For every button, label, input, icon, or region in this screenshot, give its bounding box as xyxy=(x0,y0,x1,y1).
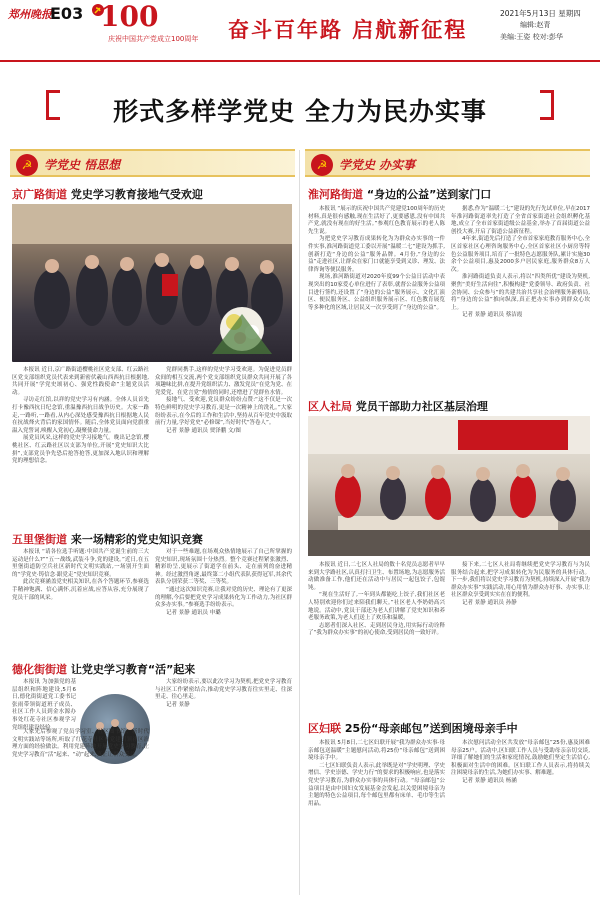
article-location: 淮河路街道 xyxy=(308,188,363,201)
article-location: 京广路街道 xyxy=(12,188,67,201)
article-body-col2: 对于一些难题,在场观众热情地展示了自己所掌握的党史知识,现场氛围十分热烈。整个竞赛过程紧张激烈、精彩纷呈,更展示了街道学在前头、走在前列的奋进精神。经过激烈角逐,最终第二小组代表队获得冠军,其余代表队分别荣获二等奖、三等奖。 “通过这次知识竞赛,让我对党的历史、理论有了更深的理解,今后要把党史学习成果转化为工作动力,为社区群众多办实事。”参赛选手纷纷表示。 记者 景静 通讯员 申璐 xyxy=(155,549,292,616)
article-heading xyxy=(12,661,195,677)
article-credit: 记者 景静 xyxy=(166,701,190,708)
hammer-sickle-icon: ☭ xyxy=(311,154,333,176)
article-body-col2: 大家纷纷表示,要以此次学习为契机,把党史学习教育与社区工作紧密结合,推动党史学习教育往实里走、往深里走、往心里走。 记者 景静 xyxy=(155,679,292,708)
page-number: E03 xyxy=(50,4,84,23)
article-heading xyxy=(308,398,488,414)
article-body-col2: 接下来,二七区人社局将继续把党史学习教育与为民服务结合起来,把学习成果转化为为民服务的具体行动。下一步,我们将以党史学习教育为契机,持续深入开展“我为群众办实事”实践活动,用心用情为群众办好事、办实事,让社区群众享受到实实在在的便利。 记者 景静 通讯员 孙静 xyxy=(451,562,590,606)
article-body-col2: 本次慰问活动全区共发放“母亲邮包”25份,惠及困难母亲25户。活动中,区妇联工作人员与受助母亲亲切交谈,详细了解她们的生活和家庭情况,鼓励她们坚定生活信心,积极面对生活中的困难。区妇联工作人员表示,将持续关注困境母亲的生活,为她们办实事、解难题。 记者 景静 通讯员 杨涵 xyxy=(451,740,590,784)
article-heading xyxy=(12,531,203,547)
article-credit: 记者 景静 通讯员 孙静 xyxy=(462,599,517,606)
article-body-col1: 本报讯 5月8日,二七区妇联开展“我为群众办实事·母亲邮包送温暖”主题慰问活动,将25份“母亲邮包”送到困境母亲手中。 二七区妇联负责人表示,此举既是对“学史明理、学史增信、学史崇德、学史力行”的要求的积极响应,也是落实党史学习教育,为群众办实事的具体行动。“母亲邮包”公益项目是由中国妇女发展基金会发起,以关爱困境母亲为主题的特色公益项目,每个邮包里都有床单、毛巾等生活用品。 xyxy=(308,740,445,807)
article-heading xyxy=(12,186,203,202)
article-photo-memorial-visit xyxy=(12,204,292,362)
article-credit: 记者 景静 通讯员 蔡洁霞 xyxy=(462,312,523,319)
article-heading xyxy=(308,186,491,202)
article-heading xyxy=(308,720,518,736)
designer-credit: 美编:王姿 校对:彭华 xyxy=(500,33,563,41)
article-location: 区妇联 xyxy=(308,722,341,735)
issue-date: 2021年5月13日 星期四 xyxy=(500,9,581,18)
editor-credit: 编辑:赵青 xyxy=(520,21,551,29)
article-body-col2: 党群同携手,这样的党史学习受欢迎。为促进党员群众间的相互交流,两个党支部组织党员群众共同开展了各项趣味比拼,在提升党组织活力、激发党员“在党为党、在党爱党、在党言党”热情的同时,还增进了党群鱼水情。 接地气、受欢迎,党员群众纷纷点赞:“这不仅是一次特色鲜明的党史学习教育,更是一次精神上的洗礼。”大家纷纷表示,在今后的工作和生活中,坚持从百年党史中汲取前行力量,学好党史“必修课”,当好时代“答卷人”。 记者 景静 通讯员 贾泽鹏 文/图 xyxy=(155,367,292,434)
header-slogan: 奋斗百年路 启航新征程 xyxy=(228,17,468,42)
article-title: 让党史学习教育“活”起来 xyxy=(70,663,196,676)
article-location: 德化街街道 xyxy=(12,663,67,676)
article-title: 党员干部助力社区基层治理 xyxy=(355,400,488,413)
centennial-caption: 庆祝中国共产党成立100周年 xyxy=(108,35,199,43)
article-credit: 记者 景静 通讯员 贾泽鹏 文/图 xyxy=(166,427,241,434)
left-banner-label: 学党史 悟思想 xyxy=(44,158,121,172)
article-location: 五里堡街道 xyxy=(12,533,67,546)
article-body-col1: 本报讯 “请各位选手听题:中国共产党诞生前的三大运动是什么?”“五一战线,武装斗争,党的建设。”近日,在五里堡街道防空兵社区新时代文明实践站,一场别开生面的“学党史·铸信念·跟党走”党史知识竞赛。 此次竞赛涵盖党史相关知识,在各个答题环节,参赛选手精神饱满、信心满怀,沉着应战,应答从容,充分展现了党员干部的风采。 xyxy=(12,549,149,601)
newspaper-name: 郑州晚报 xyxy=(8,8,52,21)
article-location: 区人社局 xyxy=(308,400,352,413)
article-title: “身边的公益”送到家门口 xyxy=(366,188,492,201)
article-body-col1: 本报讯 “展示的庆祝中国共产党建党100周年的历史材料,真是很有感触,现在生活好了,更要感恩,没有中国共产党,就没有现在的好生活。”参观红色教育展示的老人陈先生说。 为把党史学习教育成果转化为为群众办实事的一件件实事,淮河路街道党工委以开展“温暖二七”建设为抓手,创新打造“身边的公益”服务品牌。4月份,“身边的公益”走进社区,让群众在家门口就能享受到义诊、理发、法律咨询等便民服务。 现场,淮河路街道对2020年度99个公益日活动中表现突出的10家爱心单位进行了表彰,就督公益服务公益项目进行签约,还设置了“身边的公益”服务展示、文化汇演区、便民服务区、公益组织服务展示区、红色教育展览等多种化的区域,让居民又一次享受到了“身边的公益”。 xyxy=(308,206,445,311)
title-bracket-right xyxy=(540,90,554,120)
article-body-col1: 本报讯 近日,二七区人社局的数十名党员志愿者早早来到大学路社区,认真打扫卫生、布置场地,为志愿服务活动做准备工作,他们还在活动中与居民一起包饺子,包馄饨。 “现在生活好了,一年到头都能吃上饺子,我们社区老人特别欢迎你们过来陪我们聊天。”社区老人李奶奶高兴地说。活动中,党员干部还为老人们讲解了党史知识和养老服务政策,为老人们送上了欢乐和温暖。 志愿者们深入社区、走到居民身边,用实际行动诠释了“我为群众办实事”的初心使命,受到居民的一致好评。 xyxy=(308,562,445,637)
article-title: 25份“母亲邮包”送到困境母亲手中 xyxy=(344,722,518,735)
article-body-col2: 据悉,作为“温暖二七”建设的先行先试单位,早在2017年淮河路街道率先打造了全省首家街道社会组织孵化基地,成立了全市首家街道级公益基金,举办了首届街道公益创投大赛,开启了街道公益新征程。 4年来,街道先后打造了全市首家家庭教育服务中心,全区首家社区心理咨询服务中心,全区首家社区小厨房等特色公益服务项目,培育了一批特色志愿服务队,累计实施30余个公益项目,惠及2000多户居民家庭,服务群众8万人次。 淮河路街道负责人表示,将以“四类所优”建设为契机,聚焦“美好生活向往”,积极构建“党委领导、政府负责、社会协同、公众参与”的共建共治共享社会治理服务新格局,将“身边的公益”推向纵深,真正把办实事办到群众心坎上。 记者 景静 通讯员 蔡洁霞 xyxy=(451,206,590,319)
article-credit: 记者 景静 通讯员 申璐 xyxy=(166,609,221,616)
article-body-col1: 本报讯 为加强党的基层组织和阵地建设,5月6日,德化街街道党工委书记张雨带领街道班子成员、社区工作人员到金水源办事处红花寺社区参观学习党组织建设经验。 xyxy=(12,679,76,731)
title-bracket-left xyxy=(46,90,60,120)
article-credit: 记者 景静 通讯员 杨涵 xyxy=(462,777,517,784)
article-photo-dumpling-event xyxy=(308,416,590,556)
column-divider xyxy=(299,150,300,895)
article-title: 党史学习教育接地气受欢迎 xyxy=(70,188,203,201)
main-title: 形式多样学党史 全力为民办实事 xyxy=(113,97,487,126)
centennial-logo: 100 xyxy=(100,0,159,33)
left-section-banner xyxy=(10,149,295,177)
article-body-col1: 本报讯 近日,京广路街道樱桃社区党支部、红云路社区党支部组织党员代表来到新密伏羲山西西抗日根据地,共同开展“学党史颂初心、强党性践使命”主题党员活动。 寻访走红馆,以祥的党史学习有内涵。全体人员首先打卡豫西抗日纪念馆,重温豫西抗日战争历史。大家一路走,一路听,一路看,从内心深处感受豫西抗日根据地人民在抗战烽火背后的家国情怀。随后,全体党员面向党旗重温入党誓词,唤醒入党初心,凝聚使命力量。 展党员风采,这样的党史学习接地气。晚出记念馆,樱桃社区、红云路社区以支部为单位,开展“党史知识大比拼”,支部党员争先恐后抢答抢答,更加深入地认识和理解党的理想信念。 xyxy=(12,367,149,465)
right-section-banner xyxy=(305,149,590,177)
article-title: 来一场精彩的党史知识竞赛 xyxy=(70,533,203,546)
hammer-sickle-icon: ☭ xyxy=(16,154,38,176)
article-body-col1b: 大家先后参观了党员学习室、社区图书馆、新时代文明实践站等场所,听取了红花寺社区在党建引领社区治理方面的经验做法。利用党建阵地开展党史学习教育,让党史学习教育“活”起来、“动”起来,真正让群众受益。 xyxy=(12,729,149,758)
right-banner-label: 学党史 办实事 xyxy=(339,158,416,172)
